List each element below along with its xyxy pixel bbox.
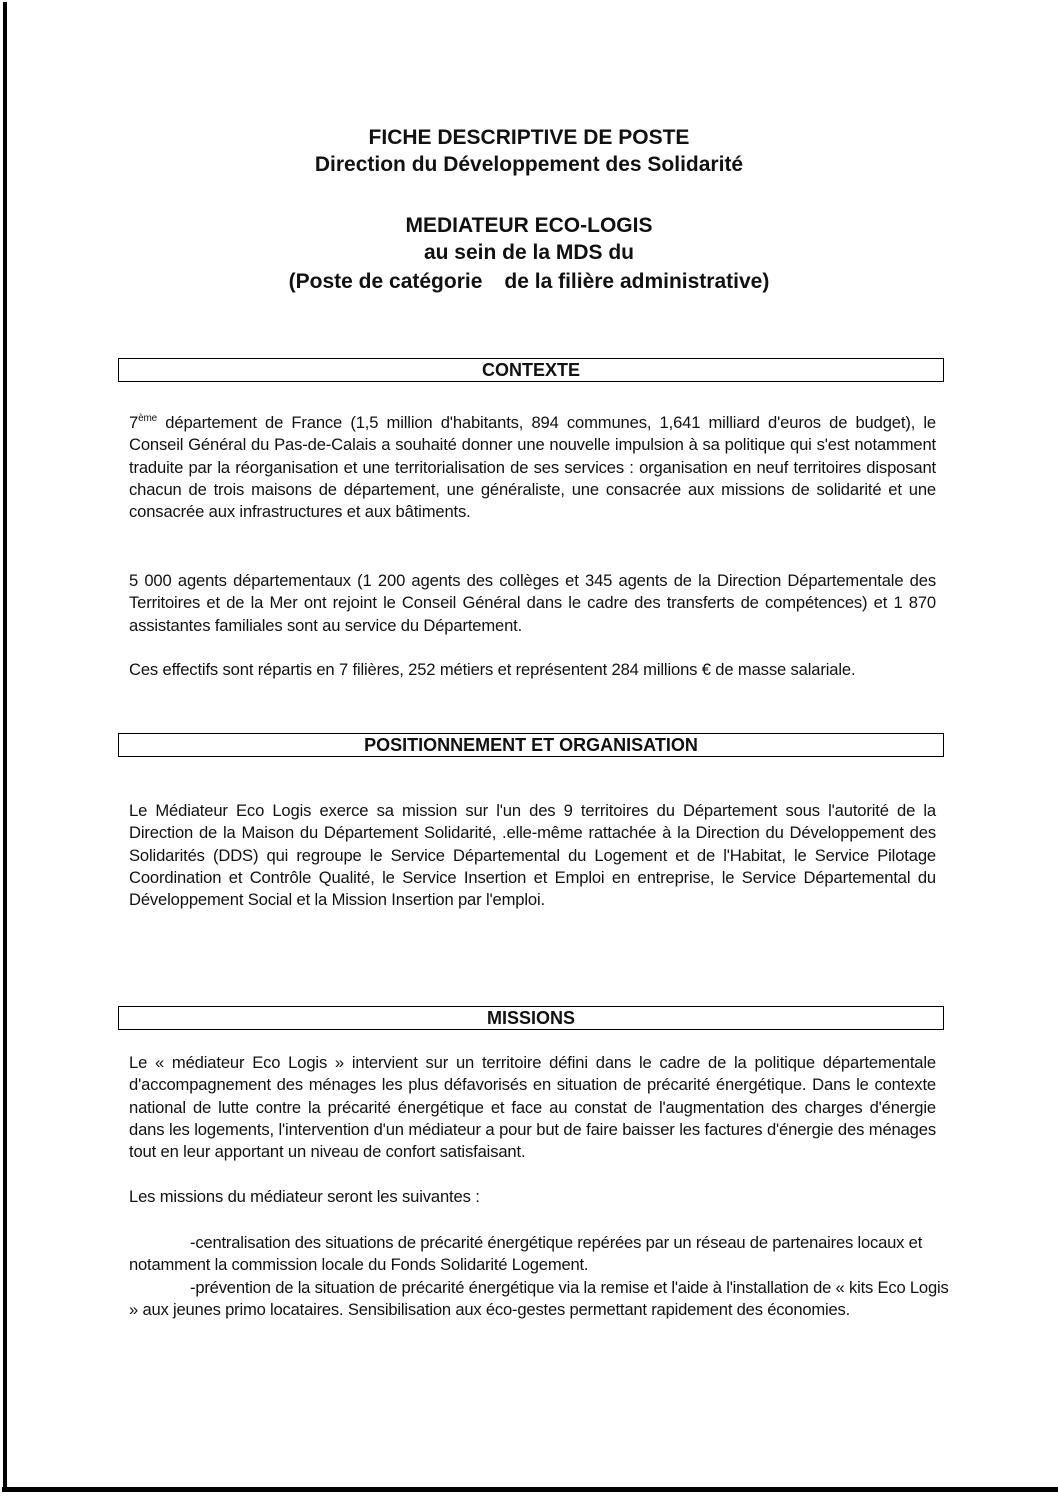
positionnement-paragraph: Le Médiateur Eco Logis exerce sa mission sur l'un des 9 territoires du Département sous l'autorité de la Direction de la Maison du Département Solidarité, .elle-même rattachée à la Direction du Développement des Solidarités (DDS) qui regroupe le Service Départemental du Logement et de l'Habitat, le Service Pilotage Coordination et Contrôle Qualité, le Service Insertion et Emploi en entreprise, le Service Départemental du Développement Social et la Mission Insertion par l'emploi. [129,801,936,910]
mission-item: -centralisation des situations de précarité énergétique repérées par un réseau de partenaires locaux et notamment la commission locale du Fonds Solidarité Logement. [129,1233,923,1275]
scan-edge-bottom [2,1487,1058,1492]
section-heading-contexte: CONTEXTE [118,358,944,382]
contexte-paragraph-3: Ces effectifs sont répartis en 7 filières, 252 métiers et représentent 284 millions € de masse salariale. [129,660,856,679]
rank-number: 7 [129,413,139,432]
missions-intro: Les missions du médiateur seront les suivantes : [129,1187,480,1206]
job-title: MEDIATEUR ECO-LOGIS [405,214,653,237]
contexte-paragraph-2: 5 000 agents départementaux (1 200 agents des collèges et 345 agents de la Direction Départementale des Territoires et de la Mer ont rejoint le Conseil Général dans le cadre des transferts de compétences) et 1 870 assistantes familiales sont au service du Département. [129,571,936,635]
document-title: FICHE DESCRIPTIVE DE POSTE [368,126,690,149]
job-category [0,269,1058,295]
document-direction: Direction du Développement des Solidarité [314,153,744,176]
job-location: au sein de la MDS du [423,241,635,264]
job-category-suffix: de la filière administrative) [504,270,770,293]
contexte-paragraph-1-text: département de France (1,5 million d'habitants, 894 communes, 1,641 milliard d'euros de budget), le Conseil Général du Pas-de-Calais a souhaité donner une nouvelle impulsion à sa politique qui s'est notamment traduite par la réorganisation et une territorialisation de ses services : organisation en neuf territoires disposant chacun de trois maisons de département, une généraliste, une consacrée aux missions de solidarité et une consacrée aux infrastructures et aux bâtiments. [129,413,936,522]
section-heading-positionnement: POSITIONNEMENT ET ORGANISATION [118,733,944,757]
missions-paragraph: Le « médiateur Eco Logis » intervient sur un territoire défini dans le cadre de la politique départementale d'accompagnement des ménages les plus défavorisés en situation de précarité énergétique. Dans le contexte national de lutte contre la précarité énergétique et face au constat de l'augmentation des charges d'énergie dans les logements, l'intervention d'un médiateur a pour but de faire baisser les factures d'énergie des ménages tout en leur apportant un niveau de confort satisfaisant. [129,1053,936,1162]
section-heading-missions: MISSIONS [118,1006,944,1030]
job-category-prefix: (Poste de catégorie [288,270,483,293]
contexte-paragraph-1 [129,412,936,523]
mission-item: -prévention de la situation de précarité énergétique via la remise et l'aide à l'installation de « kits Eco Logis » aux jeunes primo locataires. Sensibilisation aux éco-gestes permettant rapidement des économies. [129,1278,949,1320]
rank-superscript: ème [138,413,158,424]
